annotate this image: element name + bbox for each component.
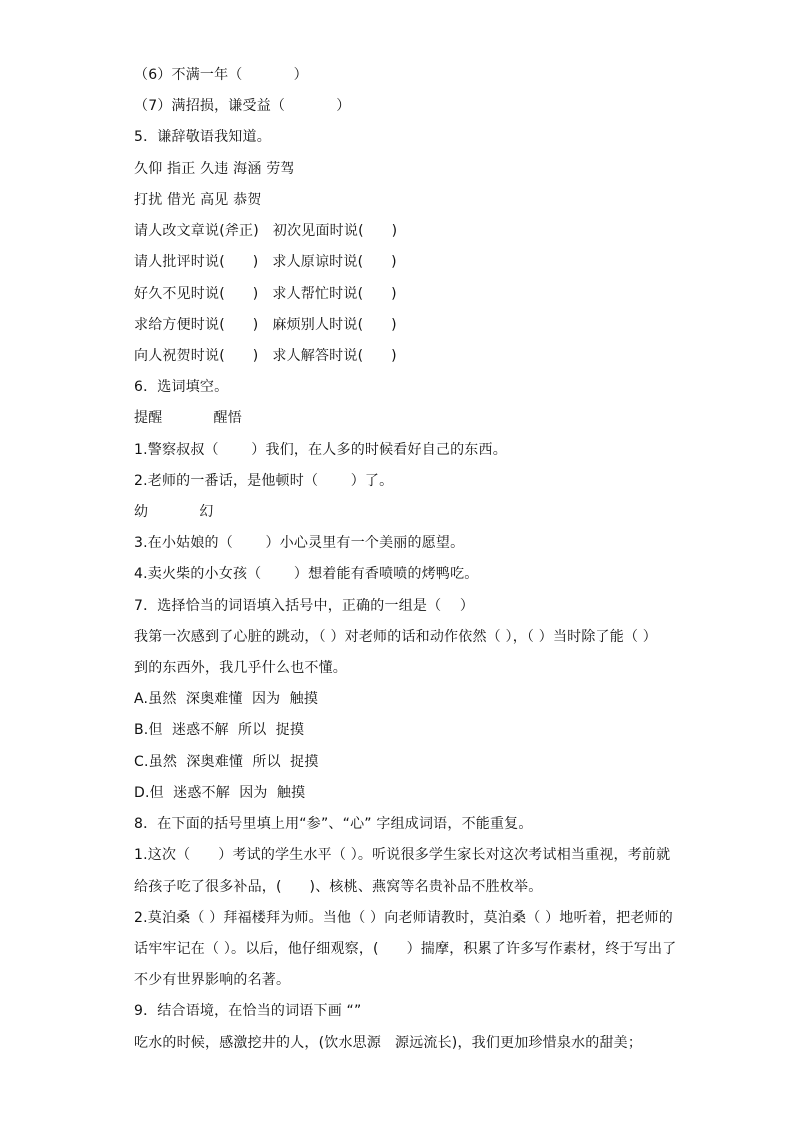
q7-passage-1: 我第一次感到了心脏的跳动，（ ）对老师的话和动作依然（ ），（ ）当时除了能（ ） <box>134 629 657 645</box>
q6-item-1: 1.警察叔叔（ ）我们，在人多的时候看好自己的东西。 <box>134 442 507 458</box>
q6-heading: 6．选词填空。 <box>134 379 229 395</box>
q7-option-b: B.但 迷惑不解 所以 捉摸 <box>134 722 305 738</box>
q5-row-1: 请人改文章说(斧正) 初次见面时说( ) <box>134 223 398 239</box>
q6-word-pair-2: 幼 幻 <box>134 504 214 520</box>
q8-item-1-line-1: 1.这次（ ）考试的学生水平（ ）。听说很多学生家长对这次考试相当重视，考前就 <box>134 847 671 863</box>
q8-heading: 8．在下面的括号里填上用“参”、“心” 字组成词语，不能重复。 <box>134 816 533 832</box>
q5-row-4: 求给方便时说( ) 麻烦别人时说( ) <box>134 317 397 333</box>
q4-item-6: （6）不满一年（ ） <box>134 67 308 83</box>
q5-word-bank-1: 久仰 指正 久违 海涵 劳驾 <box>134 161 295 177</box>
q7-option-a: A.虽然 深奥难懂 因为 触摸 <box>134 691 319 707</box>
q6-word-pair-1: 提醒 醒悟 <box>134 410 242 426</box>
q7-option-c: C.虽然 深奥难懂 所以 捉摸 <box>134 754 319 770</box>
q5-row-5: 向人祝贺时说( ) 求人解答时说( ) <box>134 348 397 364</box>
q9-heading: 9．结合语境，在恰当的词语下画 “” <box>134 1003 362 1019</box>
q7-heading: 7．选择恰当的词语填入括号中，正确的一组是（ ） <box>134 598 475 614</box>
q5-word-bank-2: 打扰 借光 高见 恭贺 <box>134 192 262 208</box>
q5-row-3: 好久不见时说( ) 求人帮忙时说( ) <box>134 286 397 302</box>
q5-row-2: 请人批评时说( ) 求人原谅时说( ) <box>134 254 397 270</box>
q8-item-2-line-1: 2.莫泊桑（ ）拜福楼拜为师。当他（ ）向老师请教时，莫泊桑（ ）地听着，把老师的 <box>134 910 673 926</box>
q8-item-1-line-2: 给孩子吃了很多补品，( )、核桃、燕窝等名贵补品不胜枚举。 <box>134 879 543 895</box>
q6-item-4: 4.卖火柴的小女孩（ ）想着能有香喷喷的烤鸭吃。 <box>134 566 479 582</box>
q6-item-2: 2.老师的一番话，是他顿时（ ）了。 <box>134 473 394 489</box>
q5-heading: 5．谦辞敬语我知道。 <box>134 129 271 145</box>
q6-item-3: 3.在小姑娘的（ ）小心灵里有一个美丽的愿望。 <box>134 535 465 551</box>
q8-item-2-line-3: 不少有世界影响的名著。 <box>134 972 291 988</box>
q4-item-7: （7）满招损，谦受益（ ） <box>134 98 351 114</box>
q9-passage: 吃水的时候，感激挖井的人，(饮水思源 源远流长)，我们更加珍惜泉水的甜美； <box>134 1035 643 1051</box>
q8-item-2-line-2: 话牢牢记在（ ）。以后，他仔细观察，( ）揣摩，积累了许多写作素材，终于写出了 <box>134 941 677 957</box>
q7-passage-2: 到的东西外，我几乎什么也不懂。 <box>134 660 347 676</box>
q7-option-d: D.但 迷惑不解 因为 触摸 <box>134 785 306 801</box>
